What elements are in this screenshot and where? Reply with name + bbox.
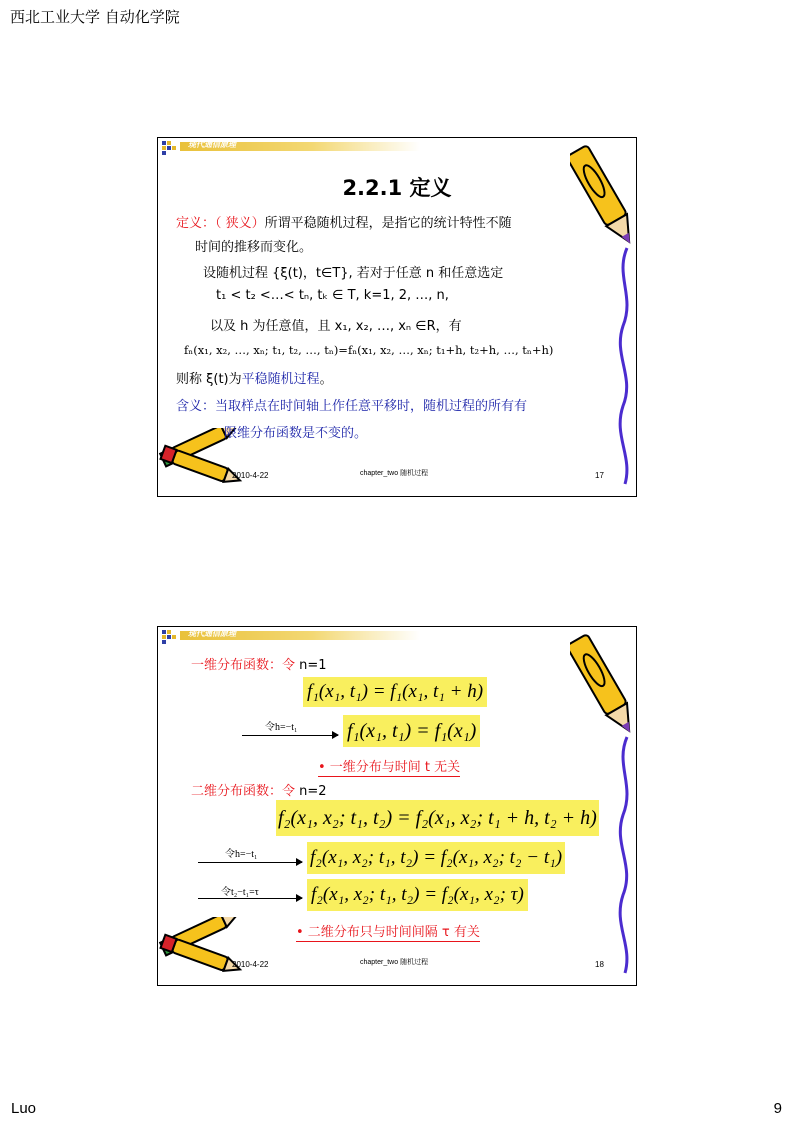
slide-title: 2.2.1 定义 xyxy=(342,176,452,200)
arrow-label-1: 令h=−t₁ xyxy=(265,722,298,733)
equation-5: f₂(x₁, x₂; t₁, t₂) = f₂(x₁, x₂; τ) xyxy=(307,879,528,911)
note-one-dim: • 一维分布与时间 t 无关 xyxy=(318,756,460,777)
stationarity-equation: fₙ(x₁, x₂, …, xₙ; t₁, t₂, …, tₙ)=fₙ(x₁, x₂, …, xₙ; t₁+h, t₂+h, …, tₙ+h) xyxy=(184,343,554,357)
footer-page-number: 9 xyxy=(773,1100,782,1117)
equation-3: f₂(x₁, x₂; t₁, t₂) = f₂(x₁, x₂; t₁ + h, t₂ + h) xyxy=(276,800,599,836)
arrow-2 xyxy=(198,862,302,863)
slide-logo xyxy=(162,141,177,155)
squiggle-decoration xyxy=(613,246,637,486)
pencil-icon xyxy=(570,627,637,747)
one-dim-label: 一维分布函数：令 xyxy=(191,658,296,673)
definition-text-cont: 时间的推移而变化。 xyxy=(195,240,313,255)
equation-4: f₂(x₁, x₂; t₁, t₂) = f₂(x₁, x₂; t₂ − t₁) xyxy=(307,842,565,874)
arrow-3 xyxy=(198,898,302,899)
equation-1: f₁(x₁, t₁) = f₁(x₁, t₁ + h) xyxy=(303,677,487,707)
equation-2: f₁(x₁, t₁) = f₁(x₁) xyxy=(343,715,480,747)
meaning-label: 含义： xyxy=(176,399,216,414)
two-dim-n: n=2 xyxy=(295,784,327,799)
note-two-dim: • 二维分布只与时间间隔 τ 有关 xyxy=(296,921,480,942)
meaning-text: 当取样点在时间轴上作任意平移时，随机过程的所有有 xyxy=(215,399,528,414)
slide-page-number: 18 xyxy=(595,960,604,969)
slide-17 xyxy=(157,137,637,497)
arrow-label-2: 令h=−t₁ xyxy=(225,849,258,860)
page-header: 西北工业大学 自动化学院 xyxy=(10,8,180,26)
definition-text: 所谓平稳随机过程，是指它的统计特性不随 xyxy=(264,216,512,231)
slide-banner: 现代通信原理 xyxy=(180,142,420,151)
time-sequence: t₁ < t₂ <…< tₙ, tₖ ∈ T, k=1, 2, …, n, xyxy=(216,288,449,303)
two-dim-label: 二维分布函数：令 xyxy=(191,784,296,799)
definition-label: 定义：（ 狭义） xyxy=(176,216,265,231)
slide-date: 2010-4-22 xyxy=(232,960,269,969)
slide-page-number: 17 xyxy=(595,471,604,480)
arrow-label-3: 令t₂−t₁=τ xyxy=(221,887,259,898)
slide-18 xyxy=(157,626,637,986)
slide-chapter: chapter_two 随机过程 xyxy=(360,959,429,966)
conclusion-suffix: 。 xyxy=(319,372,333,387)
meaning-text-cont: 限维分布函数是不变的。 xyxy=(224,426,368,441)
h-statement: 以及 h 为任意值，且 x₁, x₂, …, xₙ ∈R，有 xyxy=(210,319,462,334)
squiggle-decoration xyxy=(613,735,637,975)
pencils-icon xyxy=(158,917,253,985)
footer-author: Luo xyxy=(11,1100,37,1117)
slide-date: 2010-4-22 xyxy=(232,471,269,480)
one-dim-n: n=1 xyxy=(295,658,327,673)
conclusion-prefix: 则称 ξ(t)为 xyxy=(176,372,242,387)
arrow-1 xyxy=(242,735,338,736)
slide-chapter: chapter_two 随机过程 xyxy=(360,470,429,477)
stationary-process-term: 平稳随机过程 xyxy=(241,372,320,387)
slide-banner: 现代通信原理 xyxy=(180,631,420,640)
process-statement: 设随机过程 {ξ(t)，t∈T}, 若对于任意 n 和任意选定 xyxy=(203,266,504,281)
slide-logo xyxy=(162,630,177,644)
